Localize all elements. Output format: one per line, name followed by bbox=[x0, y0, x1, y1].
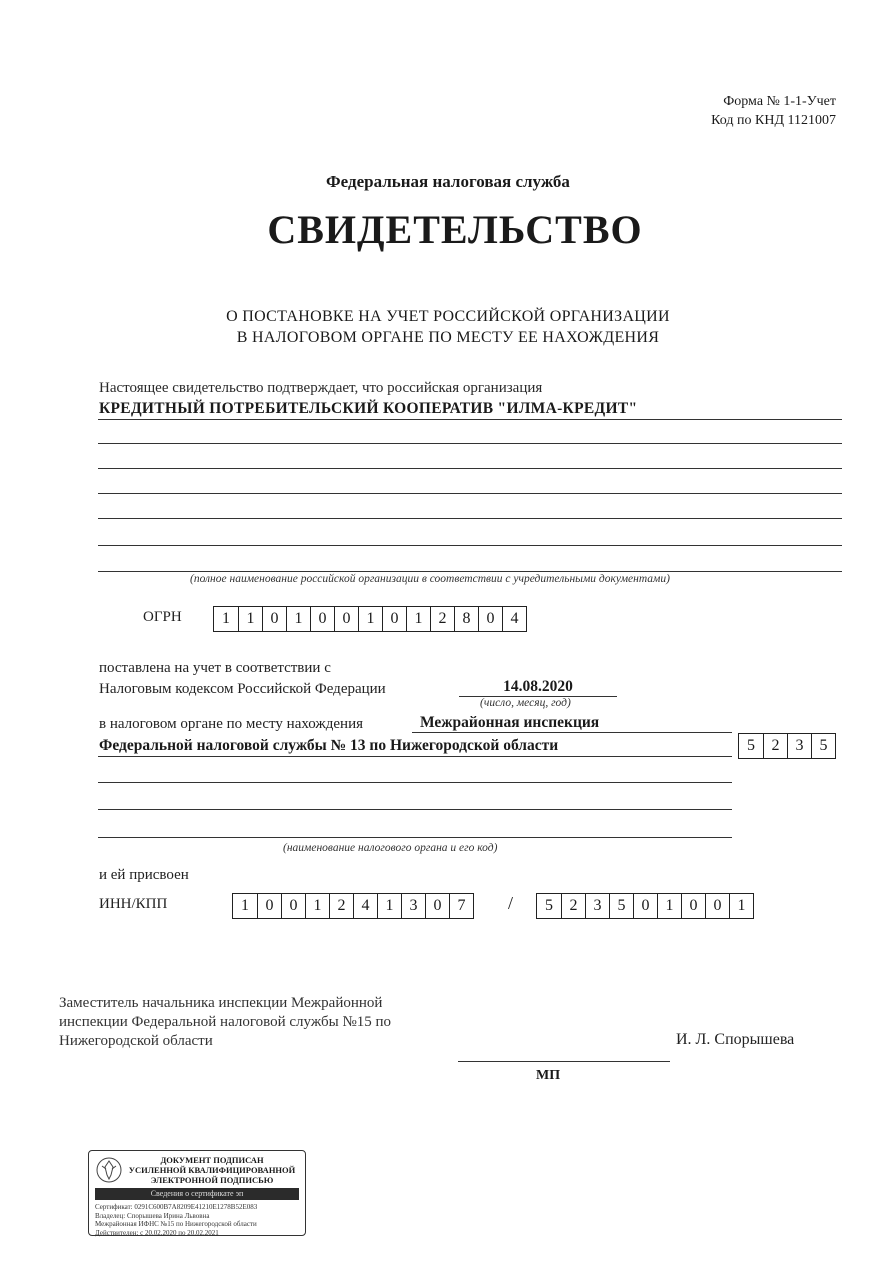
authority-caption: (наименование налогового органа и его код) bbox=[283, 842, 498, 854]
form-code-block bbox=[711, 92, 836, 130]
signatory-position bbox=[59, 994, 391, 1051]
org-name-line-2 bbox=[98, 443, 842, 444]
inn-digit: 3 bbox=[401, 894, 425, 918]
form-number: Форма № 1-1-Учет bbox=[723, 94, 836, 109]
stamp-certificate: Сертификат: 0291C600B7A8209E41210E1278B52E083 bbox=[95, 1203, 258, 1211]
inn-digit: 1 bbox=[241, 897, 249, 914]
ogrn-digit: 1 bbox=[358, 607, 382, 631]
org-name-line-4 bbox=[98, 493, 842, 494]
position-line-2: инспекции Федеральной налоговой службы №15 по bbox=[59, 1014, 392, 1030]
signature-line bbox=[458, 1061, 670, 1062]
inn-digit: 7 bbox=[449, 894, 473, 918]
inn-digit: 1 bbox=[305, 894, 329, 918]
org-name-line-6 bbox=[98, 545, 842, 546]
ogrn-digit: 0 bbox=[334, 607, 358, 631]
authority-line-4 bbox=[98, 809, 732, 810]
authority-underline-2 bbox=[98, 756, 732, 757]
authority-prefix: в налоговом органе по месту нахождения bbox=[99, 716, 364, 732]
subtitle-line-1: О ПОСТАНОВКЕ НА УЧЕТ РОССИЙСКОЙ ОРГАНИЗАЦИИ bbox=[226, 308, 670, 325]
position-line-3: Нижегородской области bbox=[59, 1033, 213, 1049]
kpp-digit: 1 bbox=[729, 894, 753, 918]
organization-name: КРЕДИТНЫЙ ПОТРЕБИТЕЛЬСКИЙ КООПЕРАТИВ "ИЛМА-КРЕДИТ" bbox=[99, 400, 638, 417]
kpp-digit: 5 bbox=[609, 894, 633, 918]
ogrn-digit: 1 bbox=[222, 610, 230, 627]
stamp-details bbox=[95, 1203, 257, 1237]
stamp-validity: Действителен: с 20.02.2020 по 20.02.2021 bbox=[95, 1228, 219, 1237]
document-subtitle bbox=[0, 306, 896, 348]
subtitle-line-2: В НАЛОГОВОМ ОРГАНЕ ПО МЕСТУ ЕЕ НАХОЖДЕНИЯ bbox=[236, 329, 660, 346]
stamp-bar: Сведения о сертификате эп bbox=[95, 1188, 299, 1200]
kpp-digit: 5 bbox=[545, 897, 553, 914]
authority-code-digit: 3 bbox=[787, 734, 811, 758]
ogrn-digit: 1 bbox=[286, 607, 310, 631]
kpp-digit: 0 bbox=[681, 894, 705, 918]
kpp-digit: 3 bbox=[585, 894, 609, 918]
ogrn-digit: 1 bbox=[238, 607, 262, 631]
stamp-owner: Владелец: Спорышева Ирина Львовна bbox=[95, 1211, 210, 1220]
position-line-1: Заместитель начальника инспекции Межрайонной bbox=[59, 995, 383, 1011]
ogrn-digit: 1 bbox=[406, 607, 430, 631]
stamp-line-2: УСИЛЕННОЙ КВАЛИФИЦИРОВАННОЙ bbox=[128, 1165, 296, 1175]
authority-underline-1 bbox=[412, 732, 732, 733]
kpp-digit: 0 bbox=[633, 894, 657, 918]
org-name-underline bbox=[98, 419, 842, 420]
inn-digit: 0 bbox=[425, 894, 449, 918]
ogrn-label: ОГРН bbox=[143, 609, 182, 625]
date-caption: (число, месяц, год) bbox=[480, 697, 571, 709]
authority-line-3 bbox=[98, 782, 732, 783]
confirm-text: Настоящее свидетельство подтверждает, что российская организация bbox=[99, 380, 543, 396]
kpp-digit: 0 bbox=[705, 894, 729, 918]
org-name-caption: (полное наименование российской организации в соответствии с учредительными документами) bbox=[190, 573, 670, 585]
document-title: СВИДЕТЕЛЬСТВО bbox=[267, 207, 643, 252]
authority-part-1: Межрайонная инспекция bbox=[420, 714, 600, 731]
ogrn-digit: 2 bbox=[430, 607, 454, 631]
stamp-line-1: ДОКУМЕНТ ПОДПИСАН bbox=[160, 1155, 264, 1165]
authority-code-digit: 5 bbox=[811, 734, 835, 758]
e-signature-stamp bbox=[88, 1150, 306, 1236]
inn-digit: 1 bbox=[377, 894, 401, 918]
authority-code-digit: 5 bbox=[747, 737, 755, 754]
ogrn-digit: 0 bbox=[262, 607, 286, 631]
kpp-digit: 1 bbox=[657, 894, 681, 918]
org-name-line-5 bbox=[98, 518, 842, 519]
registration-date: 14.08.2020 bbox=[503, 678, 573, 695]
inn-kpp-separator: / bbox=[508, 893, 514, 913]
assigned-text: и ей присвоен bbox=[99, 867, 189, 883]
ogrn-digit: 0 bbox=[382, 607, 406, 631]
service-name: Федеральная налоговая служба bbox=[326, 172, 570, 191]
registration-line-1: поставлена на учет в соответствии с bbox=[99, 660, 331, 676]
org-name-line-7 bbox=[98, 571, 842, 572]
signatory-name: И. Л. Спорышева bbox=[676, 1031, 795, 1048]
stamp-heading bbox=[119, 1155, 305, 1185]
inn-digit: 4 bbox=[353, 894, 377, 918]
seal-label: МП bbox=[536, 1068, 561, 1083]
inn-digit: 0 bbox=[257, 894, 281, 918]
authority-code-cells bbox=[738, 733, 836, 759]
stamp-authority: Межрайонная ИФНС №15 по Нижегородской области bbox=[95, 1220, 257, 1229]
inn-digit: 2 bbox=[329, 894, 353, 918]
ogrn-digit: 8 bbox=[454, 607, 478, 631]
org-name-line-3 bbox=[98, 468, 842, 469]
kpp-digit: 2 bbox=[561, 894, 585, 918]
ogrn-digit: 0 bbox=[478, 607, 502, 631]
authority-line-5 bbox=[98, 837, 732, 838]
inn-digit: 0 bbox=[281, 894, 305, 918]
authority-code-digit: 2 bbox=[763, 734, 787, 758]
inn-kpp-label: ИНН/КПП bbox=[99, 896, 168, 912]
ogrn-cells bbox=[213, 606, 527, 632]
kpp-cells bbox=[536, 893, 754, 919]
ogrn-digit: 4 bbox=[502, 607, 526, 631]
stamp-line-3: ЭЛЕКТРОННОЙ ПОДПИСЬЮ bbox=[150, 1175, 274, 1185]
knd-code: Код по КНД 1121007 bbox=[711, 113, 836, 128]
ogrn-digit: 0 bbox=[310, 607, 334, 631]
inn-cells bbox=[232, 893, 474, 919]
registration-line-2: Налоговым кодексом Российской Федерации bbox=[99, 681, 386, 697]
authority-part-2: Федеральной налоговой службы № 13 по Нижегородской области bbox=[99, 737, 559, 754]
